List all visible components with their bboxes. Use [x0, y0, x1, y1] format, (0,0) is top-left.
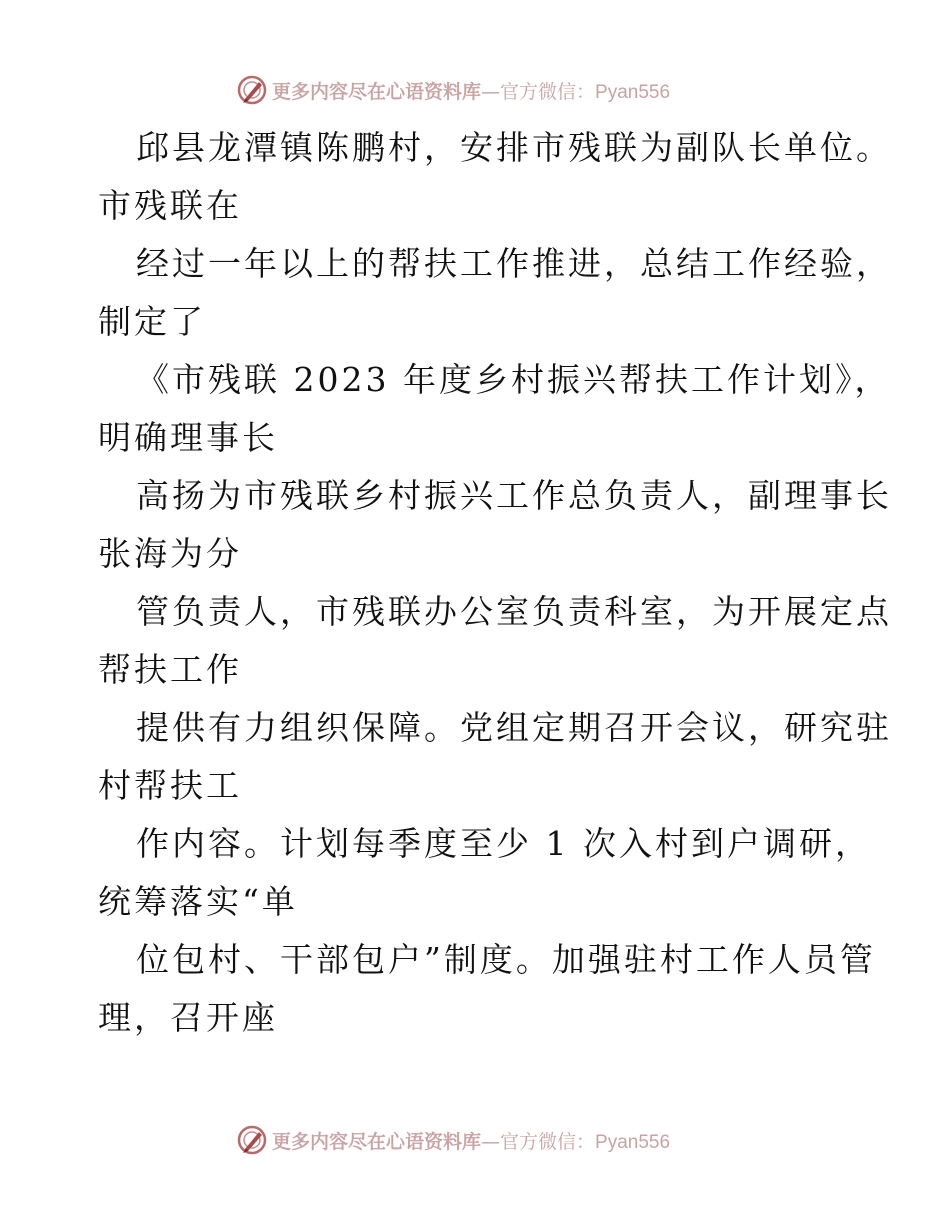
paragraph-line: 张海为分: [98, 534, 242, 573]
watermark-text: [272, 77, 670, 104]
paragraph-line: 《市残联 2023 年度乡村振兴帮扶工作计划》，: [136, 360, 891, 399]
watermark-dash: —: [481, 1130, 501, 1153]
footer-watermark: [236, 1122, 670, 1158]
seal-logo-icon: [236, 1124, 268, 1156]
paragraph-line: 明确理事长: [98, 418, 278, 457]
header-watermark: [236, 72, 670, 108]
paragraph-line: 统筹落实“单: [98, 882, 298, 921]
paragraph-line: 市残联在: [98, 186, 242, 225]
paragraph-line: 邱县龙潭镇陈鹏村，安排市残联为副队长单位。: [136, 128, 892, 167]
watermark-main: 更多内容尽在心语资料库: [272, 1130, 482, 1153]
watermark-id: Pyan556: [595, 81, 671, 103]
paragraph-line: 高扬为市残联乡村振兴工作总负责人，副理事长: [136, 476, 892, 515]
paragraph-line: 经过一年以上的帮扶工作推进，总结工作经验，: [136, 244, 892, 283]
paragraph-line: 帮扶工作: [98, 650, 242, 689]
watermark-main: 更多内容尽在心语资料库: [272, 80, 482, 103]
paragraph-line: 位包村、干部包户”制度。加强驻村工作人员管: [136, 940, 876, 979]
paragraph-line: 管负责人，市残联办公室负责科室，为开展定点: [136, 592, 892, 631]
seal-logo-icon: [236, 74, 268, 106]
paragraph-line: 理，召开座: [98, 998, 278, 1037]
paragraph-line: 制定了: [98, 302, 206, 341]
paragraph-line: 村帮扶工: [98, 766, 242, 805]
watermark-dash: —: [481, 80, 501, 103]
paragraph-line: 作内容。计划每季度至少 1 次入村到户调研，: [136, 824, 871, 863]
watermark-official: 官方微信：: [500, 1130, 596, 1153]
paragraph-line: 提供有力组织保障。党组定期召开会议，研究驻: [136, 708, 892, 747]
watermark-id: Pyan556: [595, 1131, 671, 1153]
document-body: [98, 119, 892, 1047]
watermark-text: [272, 1127, 670, 1154]
watermark-official: 官方微信：: [500, 80, 596, 103]
